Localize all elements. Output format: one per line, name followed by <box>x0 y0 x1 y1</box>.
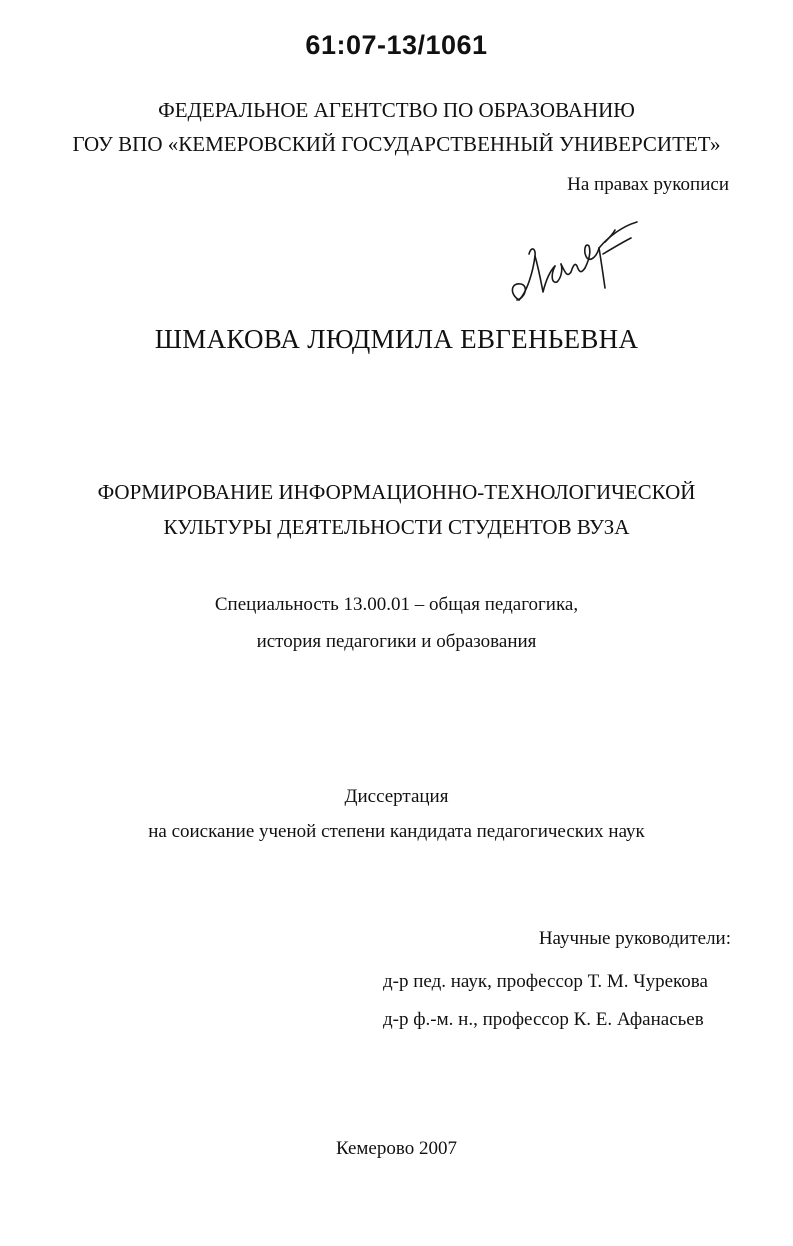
thesis-title-line-1: ФОРМИРОВАНИЕ ИНФОРМАЦИОННО-ТЕХНОЛОГИЧЕСКОЙ <box>97 480 696 504</box>
registry-code: 61:07-13/1061 <box>305 30 488 60</box>
manuscript-note: На правах рукописи <box>567 174 729 195</box>
agency-name: ФЕДЕРАЛЬНОЕ АГЕНТСТВО ПО ОБРАЗОВАНИЮ <box>158 98 635 122</box>
thesis-title-line-2: КУЛЬТУРЫ ДЕЯТЕЛЬНОСТИ СТУДЕНТОВ ВУЗА <box>163 515 630 539</box>
degree-description: на соискание ученой степени кандидата педагогических наук <box>148 821 645 842</box>
supervisor-1: д-р пед. наук, профессор Т. М. Чурекова <box>383 971 708 992</box>
specialty-line-1: Специальность 13.00.01 – общая педагогика, <box>214 594 579 615</box>
supervisors-label: Научные руководители: <box>538 928 731 949</box>
specialty-line-2: история педагогики и образования <box>256 631 537 652</box>
author-name: ШМАКОВА ЛЮДМИЛА ЕВГЕНЬЕВНА <box>154 324 639 354</box>
handwritten-signature <box>505 212 645 312</box>
city-year: Кемерово 2007 <box>336 1138 457 1159</box>
university-name: ГОУ ВПО «КЕМЕРОВСКИЙ ГОСУДАРСТВЕННЫЙ УНИВЕРСИТЕТ» <box>72 132 721 156</box>
supervisor-2: д-р ф.-м. н., профессор К. Е. Афанасьев <box>383 1009 704 1030</box>
work-type: Диссертация <box>344 786 449 807</box>
